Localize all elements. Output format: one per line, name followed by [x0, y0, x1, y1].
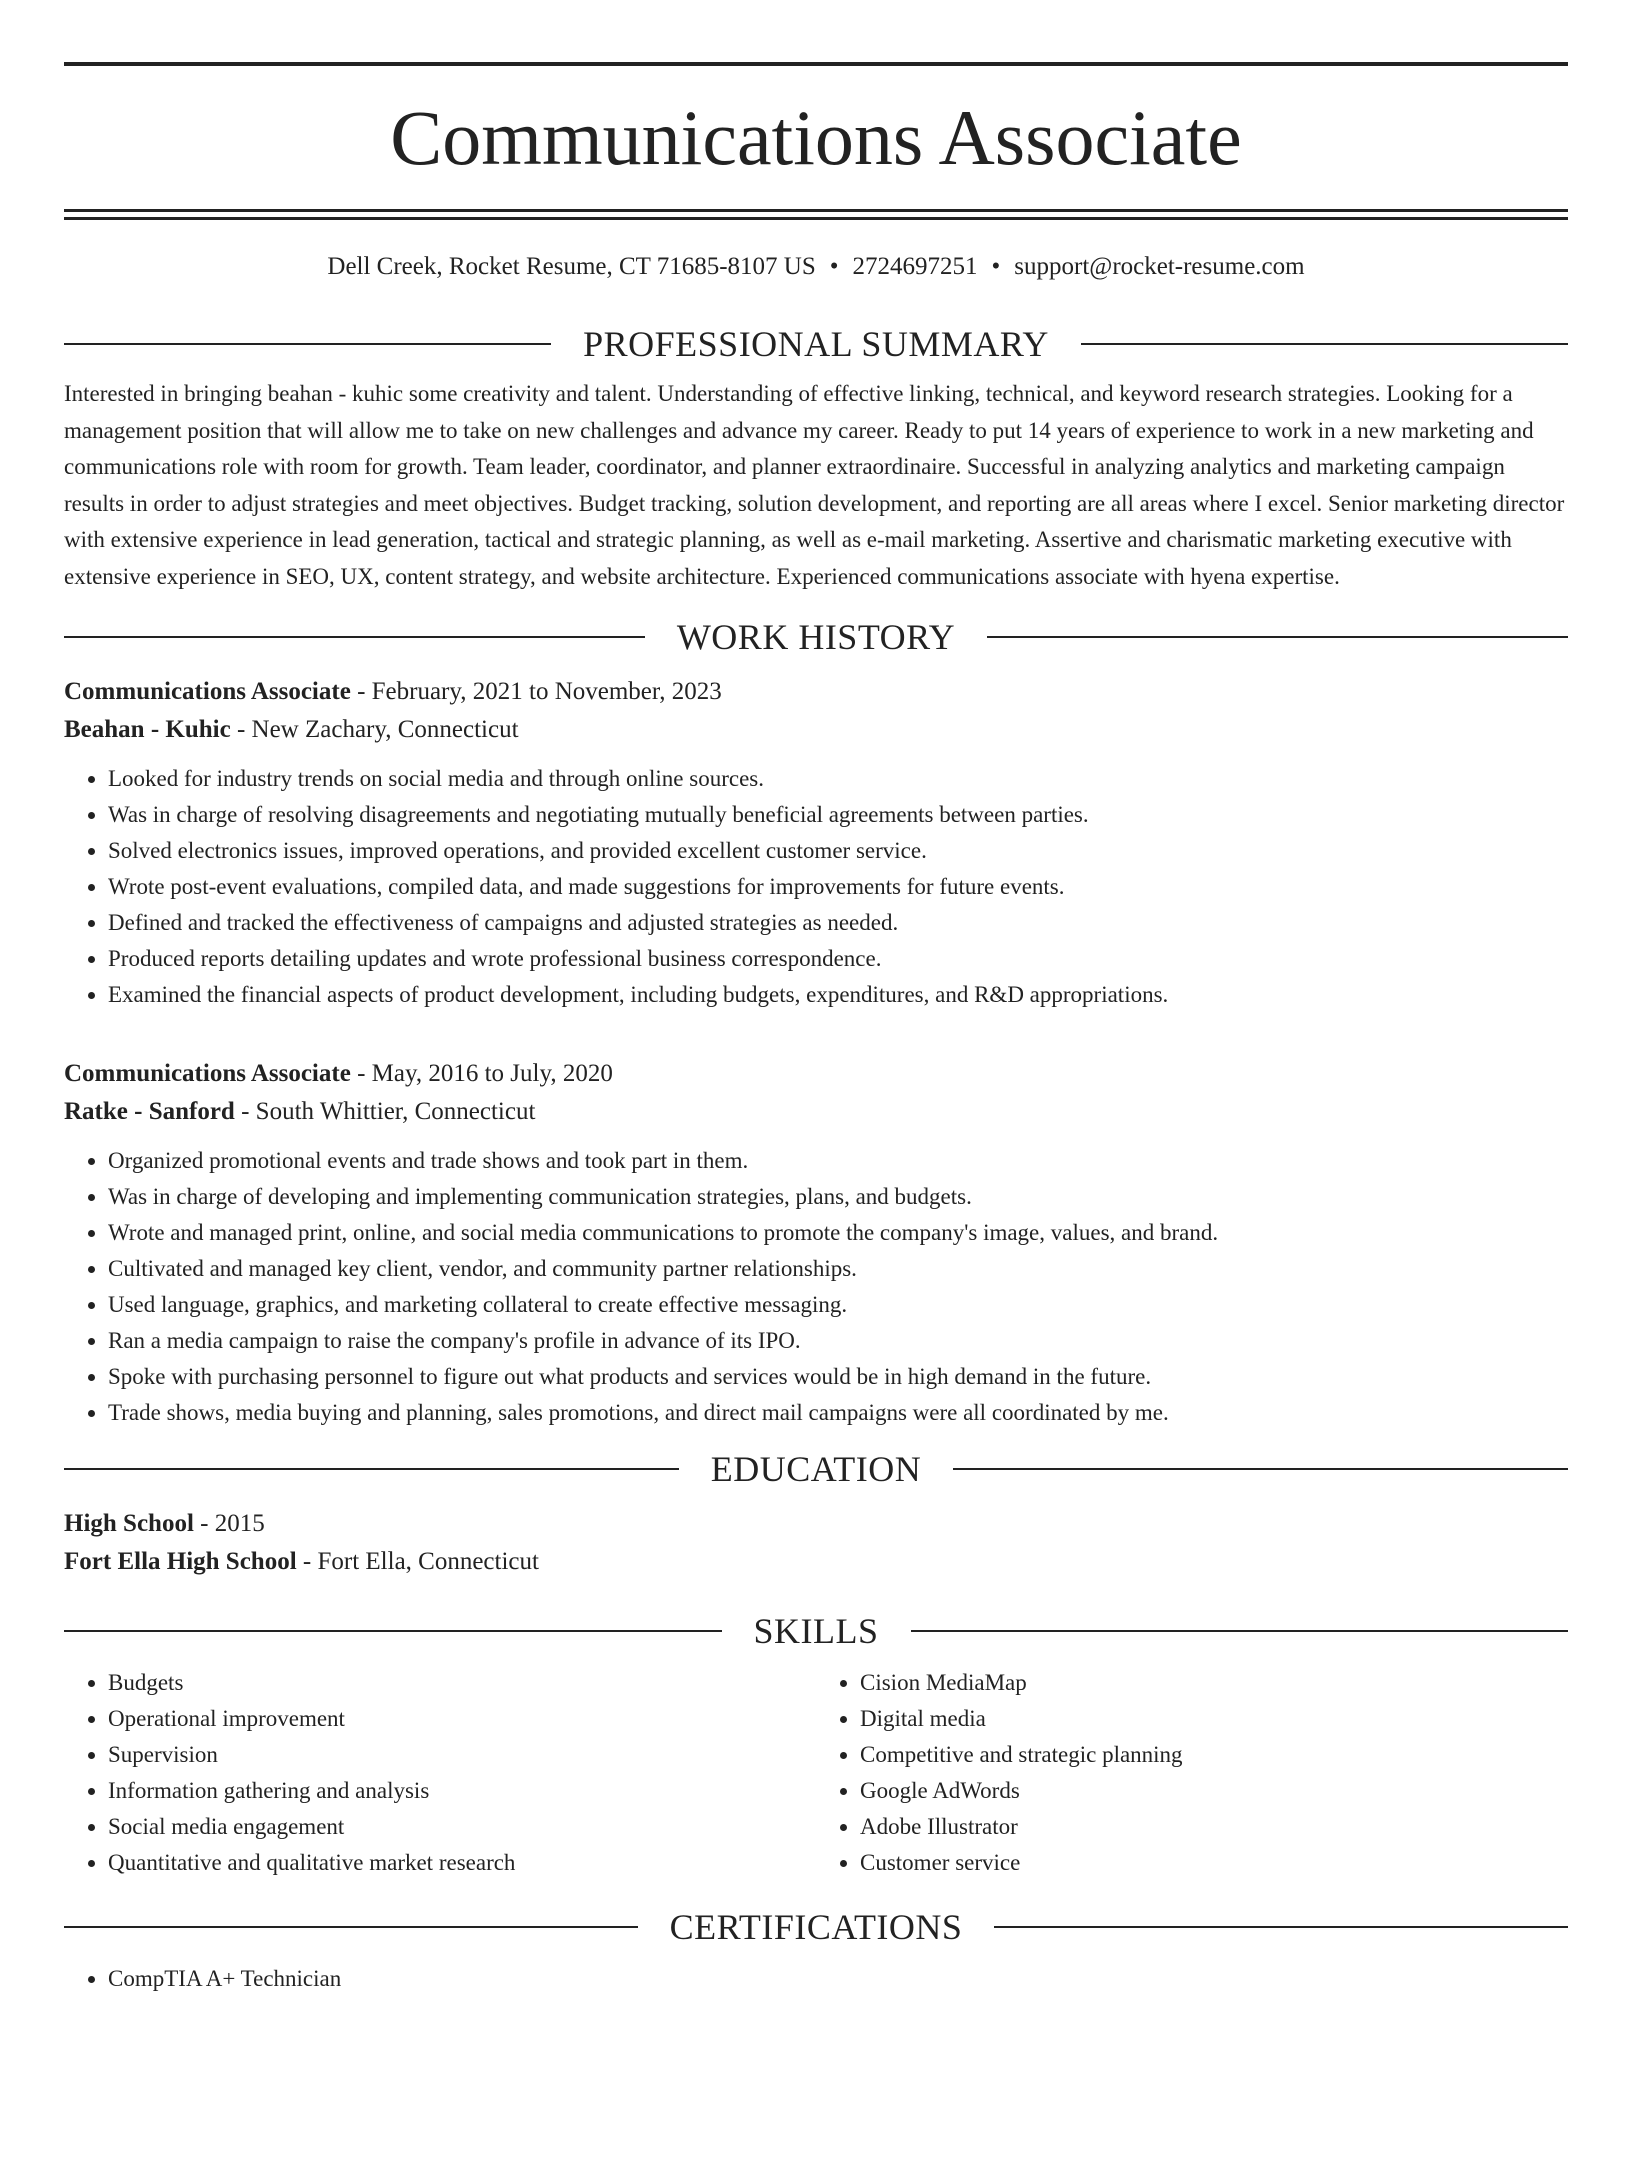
job-bullets [64, 1143, 1568, 1431]
section-title-work: WORK HISTORY [676, 617, 956, 657]
contact-email: support@rocket-resume.com [1014, 253, 1305, 280]
job-title: Communications Associate [64, 678, 351, 705]
skill-item: • Digital media [860, 1701, 1568, 1737]
divider-line [64, 1630, 722, 1632]
certifications-list [64, 1961, 1568, 1997]
job-company-line [64, 711, 1568, 749]
divider-line [64, 636, 645, 638]
job-bullet: • Used language, graphics, and marketing collateral to create effective messaging. [108, 1287, 1568, 1323]
section-title-summary: PROFESSIONAL SUMMARY [583, 324, 1049, 364]
section-header-summary [64, 324, 1568, 364]
job-entry [64, 673, 1568, 1013]
skills-column-left [64, 1665, 816, 1881]
divider-line [64, 1926, 638, 1928]
job-company: Beahan - Kuhic [64, 716, 231, 743]
contact-line [64, 252, 1568, 282]
skill-item: • Budgets [108, 1665, 816, 1701]
education-school: Fort Ella High School [64, 1548, 297, 1575]
section-header-education [64, 1449, 1568, 1489]
contact-separator: • [991, 253, 1001, 280]
job-title-line [64, 673, 1568, 711]
divider-line [987, 636, 1568, 638]
education-entry [64, 1505, 1568, 1581]
job-bullet: • Examined the financial aspects of product development, including budgets, expenditures, and R&D appropriations. [108, 977, 1568, 1013]
top-rule [64, 62, 1568, 66]
job-dates: - February, 2021 to November, 2023 [350, 678, 722, 705]
job-bullet: • Looked for industry trends on social media and through online sources. [108, 761, 1568, 797]
job-bullet: • Ran a media campaign to raise the company's profile in advance of its IPO. [108, 1323, 1568, 1359]
job-company: Ratke - Sanford [64, 1098, 235, 1125]
job-title-line [64, 1055, 1568, 1093]
resume-title: Communications Associate [390, 94, 1242, 181]
skill-item: • Social media engagement [108, 1809, 816, 1845]
section-header-work [64, 617, 1568, 657]
job-bullet: • Wrote post-event evaluations, compiled data, and made suggestions for improvements for future events. [108, 869, 1568, 905]
divider-line [911, 1630, 1569, 1632]
divider-line [64, 343, 551, 345]
skill-item: • Quantitative and qualitative market research [108, 1845, 816, 1881]
job-bullet: • Trade shows, media buying and planning, sales promotions, and direct mail campaigns were all coordinated by me. [108, 1395, 1568, 1431]
job-bullet: • Wrote and managed print, online, and social media communications to promote the company's image, values, and brand. [108, 1215, 1568, 1251]
skill-item: • Operational improvement [108, 1701, 816, 1737]
skill-item: • Supervision [108, 1737, 816, 1773]
divider-line [953, 1468, 1568, 1470]
resume-page [0, 62, 1632, 2174]
contact-address: Dell Creek, Rocket Resume, CT 71685-8107 US [327, 253, 816, 280]
skill-item: • Information gathering and analysis [108, 1773, 816, 1809]
job-bullet: • Solved electronics issues, improved operations, and provided excellent customer service. [108, 833, 1568, 869]
contact-phone: 2724697251 [852, 253, 978, 280]
divider-line [994, 1926, 1568, 1928]
skill-item: • Competitive and strategic planning [860, 1737, 1568, 1773]
job-bullet: • Was in charge of resolving disagreements and negotiating mutually beneficial agreements between parties. [108, 797, 1568, 833]
title-double-rule [64, 209, 1568, 220]
job-bullets [64, 761, 1568, 1013]
job-bullet: • Organized promotional events and trade shows and took part in them. [108, 1143, 1568, 1179]
job-bullet: • Produced reports detailing updates and wrote professional business correspondence. [108, 941, 1568, 977]
education-school-line [64, 1543, 1568, 1581]
education-year: - 2015 [193, 1510, 265, 1537]
divider-line [1081, 343, 1568, 345]
skills-grid [64, 1665, 1568, 1881]
education-degree-line [64, 1505, 1568, 1543]
summary-text: Interested in bringing beahan - kuhic some creativity and talent. Understanding of effective linking, technical, and keyword research strategies. Looking for a management position that will allow me to take on new challenges and advance my career. Ready to put 14 years of experience to work in a new marketing and communications role with room for growth. Team leader, coordinator, and planner extraordinaire. Successful in analyzing analytics and marketing campaign results in order to adjust strategies and meet objectives. Budget tracking, solution development, and reporting are all areas where I excel. Senior marketing director with extensive experience in lead generation, tactical and strategic planning, as well as e-mail marketing. Assertive and charismatic marketing executive with extensive experience in SEO, UX, content strategy, and website architecture. Experienced communications associate with hyena expertise. [64, 381, 1565, 589]
job-bullet: • Spoke with purchasing personnel to figure out what products and services would be in high demand in the future. [108, 1359, 1568, 1395]
section-header-certifications [64, 1907, 1568, 1947]
job-title: Communications Associate [64, 1060, 351, 1087]
contact-separator: • [829, 253, 839, 280]
job-location: - South Whittier, Connecticut [234, 1098, 536, 1125]
section-title-skills: SKILLS [753, 1611, 879, 1651]
education-location: - Fort Ella, Connecticut [296, 1548, 539, 1575]
job-company-line [64, 1093, 1568, 1131]
skill-item: • Customer service [860, 1845, 1568, 1881]
divider-line [64, 1468, 679, 1470]
job-entry [64, 1055, 1568, 1431]
certification-item: • CompTIA A+ Technician [108, 1961, 1568, 1997]
job-bullet: • Was in charge of developing and implementing communication strategies, plans, and budgets. [108, 1179, 1568, 1215]
education-degree: High School [64, 1510, 194, 1537]
job-bullet: • Defined and tracked the effectiveness of campaigns and adjusted strategies as needed. [108, 905, 1568, 941]
job-bullet: • Cultivated and managed key client, vendor, and community partner relationships. [108, 1251, 1568, 1287]
section-title-certifications: CERTIFICATIONS [669, 1907, 963, 1947]
skills-column-right [816, 1665, 1568, 1881]
job-dates: - May, 2016 to July, 2020 [350, 1060, 613, 1087]
skill-item: • Cision MediaMap [860, 1665, 1568, 1701]
skill-item: • Google AdWords [860, 1773, 1568, 1809]
section-header-skills [64, 1611, 1568, 1651]
section-title-education: EDUCATION [710, 1449, 922, 1489]
skill-item: • Adobe Illustrator [860, 1809, 1568, 1845]
job-location: - New Zachary, Connecticut [230, 716, 519, 743]
